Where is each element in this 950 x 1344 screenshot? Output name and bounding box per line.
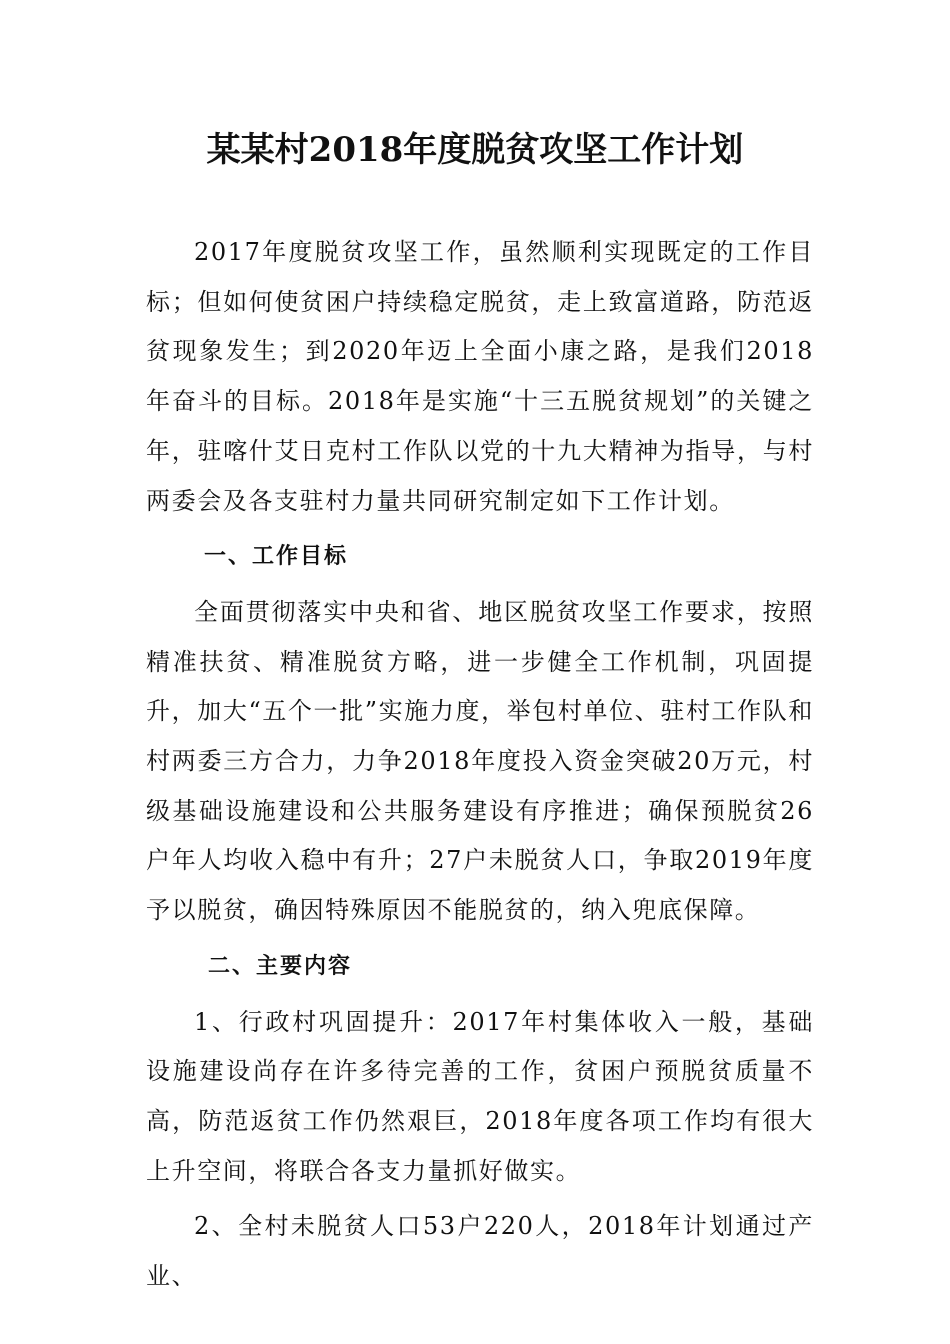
intro-paragraph: 2017年度脱贫攻坚工作，虽然顺利实现既定的工作目标；但如何使贫困户持续稳定脱贫，走上致富道路，防范返贫现象发生；到2020年迈上全面小康之路，是我们2018年奋斗的目标。2018年是实施“十三五脱贫规划”的关键之年，驻喀什艾日克村工作队以党的十九大精神为指导，与村两委会及各支驻村力量共同研究制定如下工作计划。 bbox=[146, 238, 814, 515]
document-title: 某某村2018年度脱贫攻坚工作计划 bbox=[206, 130, 744, 170]
goals-paragraph: 全面贯彻落实中央和省、地区脱贫攻坚工作要求，按照精准扶贫、精准脱贫方略，进一步健全工作机制，巩固提升，加大“五个一批”实施力度，举包村单位、驻村工作队和村两委三方合力，力争2018年度投入资金突破20万元，村级基础设施建设和公共服务建设有序推进；确保预脱贫26户年人均收入稳中有升；27户未脱贫人口，争取2019年度予以脱贫，确因特殊原因不能脱贫的，纳入兜底保障。 bbox=[146, 597, 814, 925]
section-heading-goals: 一、工作目标 bbox=[204, 543, 349, 570]
section-heading-content: 二、主要内容 bbox=[208, 952, 353, 979]
content-item-1: 1、行政村巩固提升：2017年村集体收入一般，基础设施建设尚存在许多待完善的工作，贫困户预脱贫质量不高，防范返贫工作仍然艰巨，2018年度各项工作均有很大上升空间，将联合各支力量抓好做实。 bbox=[146, 1007, 814, 1185]
document-body bbox=[146, 228, 814, 1302]
content-item-2: 2、全村未脱贫人口53户220人，2018年计划通过产业、 bbox=[146, 1212, 814, 1291]
